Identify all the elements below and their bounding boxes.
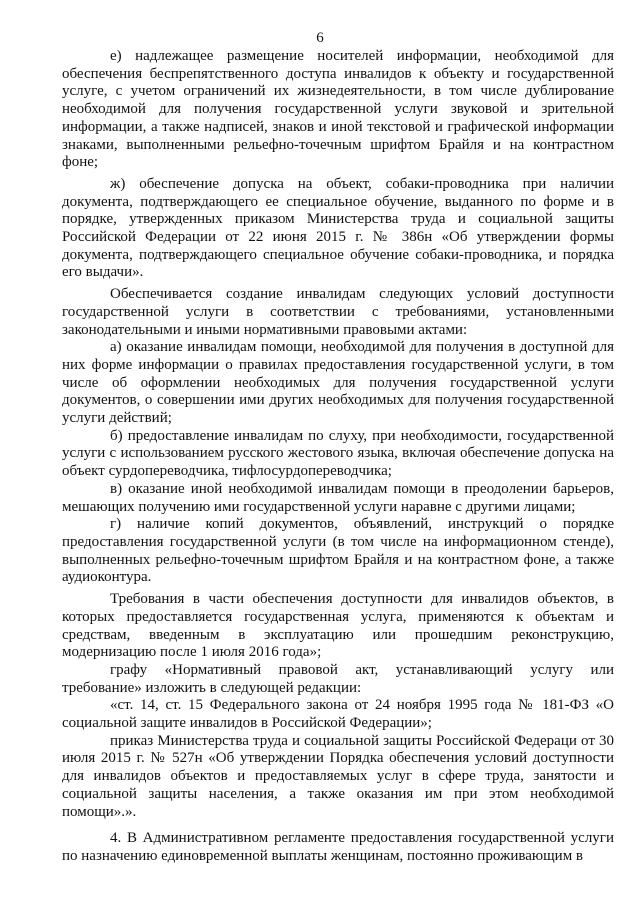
paragraph-e: е) надлежащее размещение носителей информации, необходимой для обеспечения беспрепятственного доступа инвалидов к объекту и государственной услуге, с учетом ограничений их жизнедеятельности, в том числе дублирование необходимой для получения государственной услуги звуковой и зрительной информации, а также надписей, знаков и иной текстовой и графической информации знаками, выполненными рельефно-точечным шрифтом Брайля и на контрастном фоне;	[62, 48, 614, 171]
paragraph-b: б) предоставление инвалидам по слуху, при необходимости, государственной услуги с использованием русского жестового языка, включая обеспечение допуска на объект сурдопереводчика, тифлосурдопереводчика;	[62, 427, 614, 480]
paragraph-g: г) наличие копий документов, объявлений, инструкций о порядке предоставления государственной услуги (в том числе на информационном стенде), выполненных рельефно-точечным шрифтом Брайля и на контрастном фоне, а также аудиоконтура.	[62, 516, 614, 586]
page-number: 6	[316, 30, 324, 46]
paragraph-zh: ж) обеспечение допуска на объект, собаки-проводника при наличии документа, подтверждающего ее специальное обучение, выданного по форме и в порядке, утвержденных приказом Министерства труда и социальной защиты Российской Федерации от 22 июня 2015 г. № 386н «Об утверждении формы документа, подтверждающего специальное обучение собаки-проводника, и порядка его выдачи».	[62, 175, 614, 281]
paragraph-column-change: графу «Нормативный правовой акт, устанавливающий услугу или требование» изложить в следующей редакции:	[62, 661, 614, 696]
paragraph-conditions-intro: Обеспечивается создание инвалидам следующих условий доступности государственной услуги в соответствии с требованиями, установленными законодательными и иными нормативными правовыми актами:	[62, 286, 614, 338]
paragraph-a: а) оказание инвалидам помощи, необходимой для получения в доступной для них форме информации о правилах предоставления государственной услуги, в том числе об оформлении необходимых для получения государственной услуги документов, о совершении ими других необходимых для получения государственной услуги действий;	[62, 339, 614, 427]
document-body	[62, 48, 614, 866]
paragraph-v: в) оказание иной необходимой инвалидам помощи в преодолении барьеров, мешающих получению ими государственной услуги наравне с другими лицами;	[62, 480, 614, 515]
paragraph-federal-law: «ст. 14, ст. 15 Федерального закона от 24 ноября 1995 года № 181-ФЗ «О социальной защите инвалидов в Российской Федерации»;	[62, 697, 614, 732]
paragraph-requirements: Требования в части обеспечения доступности для инвалидов объектов, в которых предоставляется государственная услуга, применяются к объектам и средствам, введенным в эксплуатацию или прошедшим реконструкцию, модернизацию после 1 июля 2016 года»;	[62, 591, 614, 661]
paragraph-ministry-order: приказ Министерства труда и социальной защиты Российской Федераци от 30 июля 2015 г. № 527н «Об утверждении Порядка обеспечения условий доступности для инвалидов объектов и предоставляемых услуг в сфере труда, занятости и социальной защиты населения, а также оказания им при этом необходимой помощи».».	[62, 732, 614, 820]
paragraph-item-4: 4. В Административном регламенте предоставления государственной услуги по назначению единовременной выплаты женщинам, постоянно проживающим в	[62, 830, 614, 864]
